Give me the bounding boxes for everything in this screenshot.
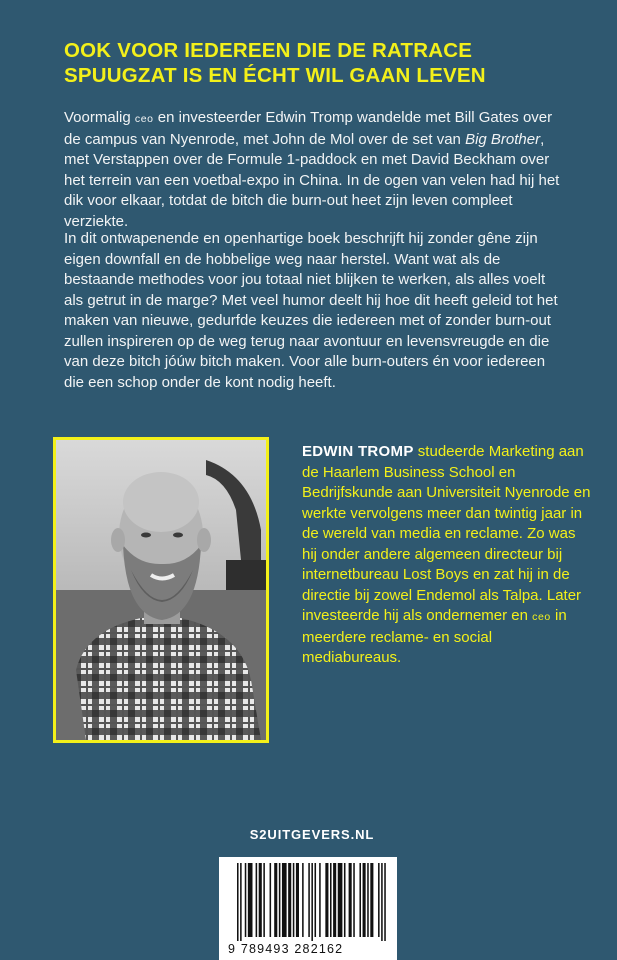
intro-ceo: ceo bbox=[134, 113, 154, 125]
author-name: EDWIN TROMP bbox=[302, 443, 414, 460]
barcode-bar bbox=[259, 863, 262, 937]
bio-text-a: studeerde Marketing aan de Haarlem Business School en Bedrijfskunde aan Universiteit Nyenrode en werkte vervolgens meer dan twintig jaar in de wereld van media en reclame. Zo was hij onder andere algemeen directeur bij internetbureau Lost Boys en zat hij in de directie bij zowel Endemol als Talpa. Later investeerde hij als ondernemer en bbox=[302, 443, 591, 624]
publisher-website[interactable]: S2UITGEVERS.NL bbox=[249, 827, 375, 842]
intro-text-c: , met Verstappen over de Formule 1-paddock en met David Beckham over het terrein van een voetbal-expo in China. In de ogen van velen had hij het dik voor elkaar, totdat de bitch die burn-out heet zijn leven compleet verziekte. bbox=[64, 130, 560, 230]
barcode-bar bbox=[237, 863, 239, 941]
intro-text-b: en investeerder Edwin Tromp wandelde met Bill Gates over de campus van Nyenrode, met John de Mol over de set van bbox=[64, 109, 553, 148]
barcode-bar bbox=[296, 863, 299, 937]
intro-paragraph bbox=[64, 108, 564, 232]
barcode-bar bbox=[248, 863, 253, 937]
barcode-bar bbox=[315, 863, 317, 937]
bio-ceo: ceo bbox=[532, 611, 551, 623]
barcode-bar bbox=[353, 863, 355, 937]
barcode-bar bbox=[308, 863, 310, 937]
bio-text-b: in meerdere reclame- en social mediabureaus. bbox=[302, 607, 567, 666]
intro-text-a: Voormalig bbox=[64, 109, 135, 126]
author-portrait-image bbox=[56, 440, 266, 740]
barcode-bar bbox=[302, 863, 304, 937]
barcode-bar bbox=[282, 863, 287, 937]
barcode-bar bbox=[245, 863, 247, 937]
headline-line-2: SPUUGZAT IS EN ÉCHT WIL GAAN LEVEN bbox=[64, 64, 486, 87]
barcode-bar bbox=[367, 863, 369, 937]
barcode-bar bbox=[344, 863, 346, 937]
barcode-bar bbox=[363, 863, 366, 937]
barcode-bar bbox=[370, 863, 373, 937]
barcode-bar bbox=[381, 863, 383, 941]
barcode-bar bbox=[288, 863, 291, 937]
barcode-bar bbox=[319, 863, 321, 937]
barcode-bar bbox=[311, 863, 313, 941]
barcode-bar bbox=[270, 863, 272, 937]
barcode-bar bbox=[256, 863, 258, 937]
barcode-bar bbox=[279, 863, 281, 937]
barcode-bar bbox=[378, 863, 380, 937]
isbn-barcode bbox=[219, 857, 397, 960]
barcode-bar bbox=[359, 863, 361, 937]
barcode-bar bbox=[325, 863, 328, 937]
barcode-bar bbox=[349, 863, 352, 937]
barcode-bars bbox=[219, 857, 397, 941]
barcode-bar bbox=[293, 863, 295, 937]
headline-line-1: OOK VOOR IEDEREEN DIE DE RATRACE bbox=[64, 39, 473, 62]
barcode-bar bbox=[240, 863, 242, 941]
body-paragraph: In dit ontwapenende en openhartige boek beschrijft hij zonder gêne zijn eigen downfall en de hobbelige weg naar herstel. Want wat als de bestaande methodes voor jou totaal niet blijken te werken, als alles voelt als getrut in de marge? Met veel humor deelt hij hoe dit heeft geleid tot het maken van nieuwe, gedurfde keuzes die iedereen met of zonder burn-out zullen inspireren op de weg terug naar avontuur en levensvreugde en die van deze bitch jóúw bitch maken. Voor alle burn-outers én voor iedereen die een schop onder de kont nodig heeft. bbox=[64, 230, 558, 391]
barcode-bar bbox=[274, 863, 277, 937]
author-photo bbox=[53, 437, 269, 743]
isbn-digits: 9 789493 282162 bbox=[228, 942, 344, 956]
barcode-bar bbox=[263, 863, 265, 937]
barcode-bar bbox=[338, 863, 343, 937]
barcode-bar bbox=[330, 863, 332, 937]
author-bio bbox=[302, 442, 592, 669]
barcode-bar bbox=[384, 863, 386, 941]
headline bbox=[64, 38, 564, 88]
barcode-bar bbox=[333, 863, 336, 937]
intro-show-title: Big Brother bbox=[465, 130, 541, 148]
